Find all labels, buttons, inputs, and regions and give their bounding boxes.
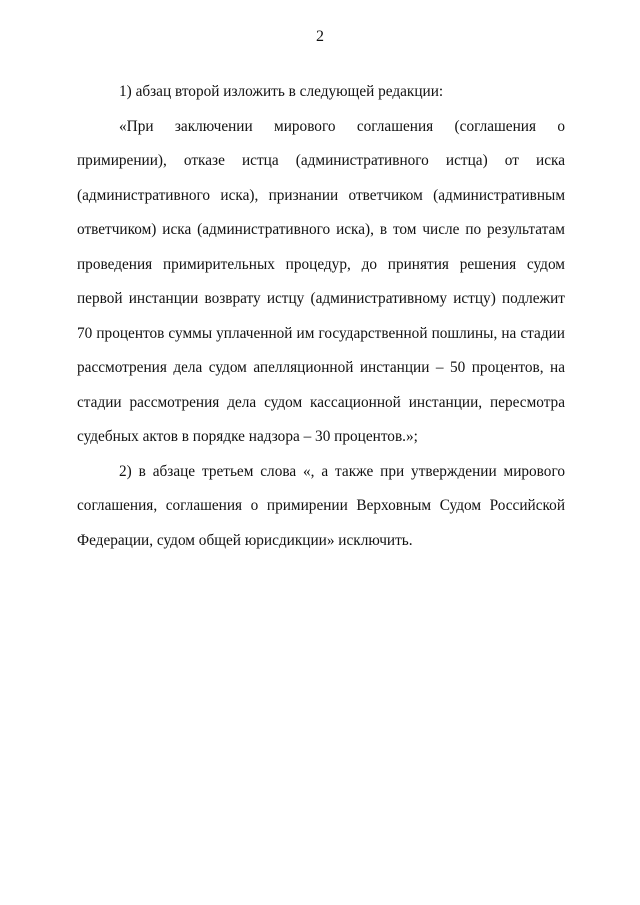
paragraph-amendment-exclusion: 2) в абзаце третьем слова «, а также при утверждении мирового соглашения, соглашения о примирении Верховным Судом Российской Федерации, судом общей юрисдикции» исключить. [77, 462, 565, 549]
paragraph-new-wording: «При заключении мирового соглашения (соглашения о примирении), отказе истца (административного истца) от иска (административного иска), признании ответчиком (административным ответчиком) иска (административного иска), в том числе по результатам проведения примирительных процедур, до принятия решения судом первой инстанции возврату истцу (административному истцу) подлежит 70 процентов суммы уплаченной им государственной пошлины, на стадии рассмотрения дела судом апелляционной инстанции – 50 процентов, на стадии рассмотрения дела судом кассационной инстанции, пересмотра судебных актов в порядке надзора – 30 процентов.»; [77, 117, 565, 445]
paragraph-amendment-intro: 1) абзац второй изложить в следующей редакции: [119, 83, 444, 100]
page-number: 2 [316, 28, 324, 45]
document-body [77, 75, 565, 558]
